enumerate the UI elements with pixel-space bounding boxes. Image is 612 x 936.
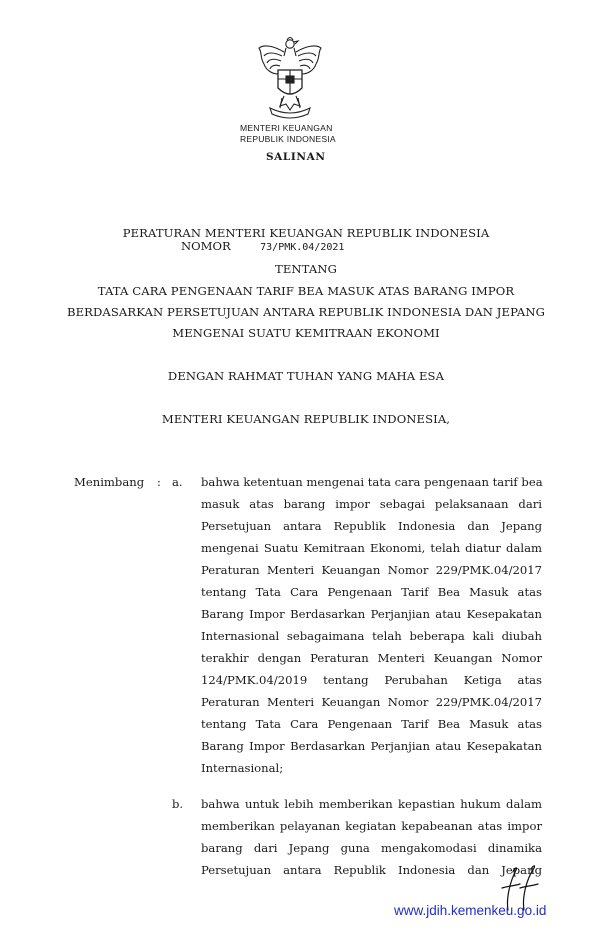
consideration-line: bahwa ketentuan mengenai tata cara pengenaan tarif bea <box>201 475 543 489</box>
subject-line: BERDASARKAN PERSETUJUAN ANTARA REPUBLIK INDONESIA DAN JEPANG <box>67 305 545 319</box>
footer-url: www.jdih.kemenkeu.go.id <box>394 903 547 918</box>
consideration-line: bahwa untuk lebih memberikan kepastian hukum dalam <box>201 797 542 811</box>
consideration-line: Barang Impor Berdasarkan Perjanjian atau Kesepakatan <box>201 607 542 621</box>
authority-line: MENTERI KEUANGAN REPUBLIK INDONESIA, <box>161 412 451 426</box>
consideration-line: Persetujuan antara Republik Indonesia dan Jepang <box>201 519 542 533</box>
garuda-emblem <box>256 34 324 120</box>
consideration-line: Internasional sebagaimana telah beberapa kali diubah <box>201 629 542 643</box>
consideration-line: barang dari Jepang guna mengakomodasi dinamika <box>201 841 542 855</box>
consideration-line: memberikan pelayanan kegiatan kepabeanan atas impor <box>201 819 542 833</box>
item-marker-a: a. <box>172 475 183 489</box>
nomor-label: NOMOR <box>181 239 231 253</box>
consideration-line: Internasional; <box>201 761 284 775</box>
consideration-line: Peraturan Menteri Keuangan Nomor 229/PMK.04/2017 <box>201 695 542 709</box>
consideration-line: Barang Impor Berdasarkan Perjanjian atau Kesepakatan <box>201 739 542 753</box>
consideration-line: mengenai Suatu Kemitraan Ekonomi, telah diatur dalam <box>201 541 542 555</box>
consideration-line: tentang Tata Cara Pengenaan Tarif Bea Masuk atas <box>201 585 542 599</box>
item-marker-b: b. <box>172 797 184 811</box>
menimbang-colon: : <box>157 475 161 489</box>
tentang-heading: TENTANG <box>275 262 337 276</box>
ministry-name-line1: MENTERI KEUANGAN <box>240 123 333 133</box>
regulation-number-row <box>181 239 344 253</box>
ministry-name-line2: REPUBLIK INDONESIA <box>240 134 336 144</box>
subject-line: TATA CARA PENGENAAN TARIF BEA MASUK ATAS BARANG IMPOR <box>97 284 515 298</box>
consideration-line: 124/PMK.04/2019 tentang Perubahan Ketiga atas <box>201 673 542 687</box>
consideration-line: terakhir dengan Peraturan Menteri Keuangan Nomor <box>201 651 542 665</box>
regulation-title: PERATURAN MENTERI KEUANGAN REPUBLIK INDONESIA <box>122 226 490 240</box>
consideration-line: tentang Tata Cara Pengenaan Tarif Bea Masuk atas <box>201 717 542 731</box>
consideration-line: Persetujuan antara Republik Indonesia dan Jepang <box>201 863 542 877</box>
consideration-line: masuk atas barang impor sebagai pelaksanaan dari <box>201 497 542 511</box>
blessing-line: DENGAN RAHMAT TUHAN YANG MAHA ESA <box>167 369 445 383</box>
nomor-value: 73/PMK.04/2021 <box>260 242 345 253</box>
copy-mark: SALINAN <box>266 151 326 163</box>
consideration-line: Peraturan Menteri Keuangan Nomor 229/PMK.04/2017 <box>201 563 542 577</box>
subject-line: MENGENAI SUATU KEMITRAAN EKONOMI <box>172 326 440 340</box>
menimbang-label: Menimbang <box>74 475 145 489</box>
